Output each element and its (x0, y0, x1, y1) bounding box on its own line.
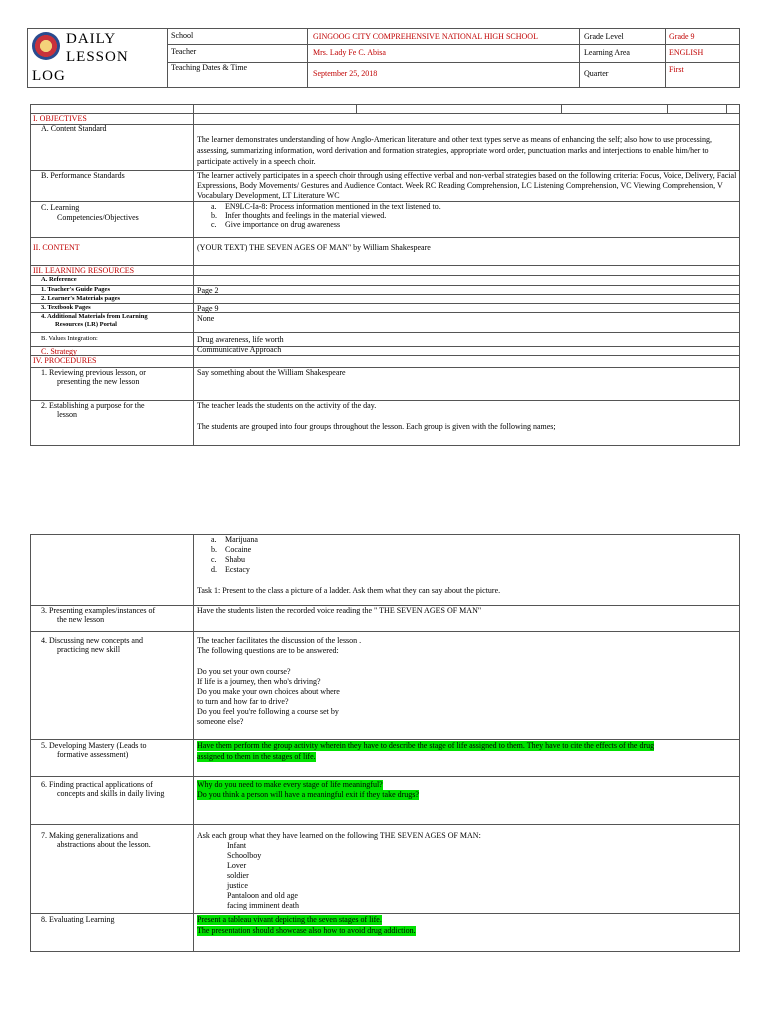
p2-label-1: 2. Establishing a purpose for the (41, 401, 145, 410)
p4-line-7: Do you feel you're following a course set by (197, 707, 339, 716)
p6-label-2: concepts and skills in daily living (57, 789, 165, 798)
values-label: B. Values Integration: (41, 335, 98, 342)
p3-text: Have the students listen the recorded voice reading the " THE SEVEN AGES OF MAN" (197, 606, 482, 615)
competency-c: Give importance on drug awareness (225, 220, 341, 229)
textbook-pages-value: Page 9 (197, 304, 219, 313)
strategy-label: C. Strategy (41, 347, 77, 356)
p6-text-2: Do you think a person will have a meaningful exit if they take drugs? (197, 790, 419, 799)
school-value: GINGOOG CITY COMPREHENSIVE NATIONAL HIGH SCHOOL (313, 32, 538, 41)
grade-value: Grade 9 (669, 32, 695, 41)
content-heading: II. CONTENT (33, 243, 80, 252)
school-seal-logo (32, 32, 60, 60)
dates-value: September 25, 2018 (313, 69, 378, 78)
p3-label-2: the new lesson (57, 615, 105, 624)
p4-line-4: If life is a journey, then who's driving? (197, 677, 321, 686)
group-b-marker: b. (211, 545, 217, 554)
objectives-heading: I. OBJECTIVES (33, 114, 87, 123)
p4-line-3: Do you set your own course? (197, 667, 291, 676)
quarter-value: First (669, 65, 684, 74)
age-soldier: soldier (227, 871, 249, 880)
title-lesson: LESSON (66, 49, 129, 65)
p4-line-0: The teacher facilitates the discussion of the lesson . (197, 636, 362, 645)
task1-text: Task 1: Present to the class a picture of a ladder. Ask them what they can say about the picture. (197, 586, 501, 595)
group-a: Marijuana (225, 535, 258, 544)
group-c-marker: c. (211, 555, 217, 564)
p6-label-1: 6. Finding practical applications of (41, 780, 153, 789)
competencies-label-1: C. Learning (41, 203, 80, 212)
lesson-table-part2 (30, 534, 740, 952)
age-infant: Infant (227, 841, 247, 850)
lm-pages-label: 2. Learner's Materials pages (41, 295, 121, 302)
teacher-label: Teacher (171, 47, 197, 56)
reference-label: A. Reference (41, 276, 77, 283)
title-log: LOG (32, 68, 66, 84)
grade-label: Grade Level (584, 32, 624, 41)
competencies-label-2: Competencies/Objectives (57, 213, 139, 222)
teacher-value: Mrs. Lady Fe C. Abisa (313, 48, 386, 57)
content-standard-text: The learner demonstrates understanding of how Anglo-American literature and other text types serve as means of enhancing the self; also how to use processing, assessing, summarizing information, word derivation and formation strategies, appropriate word order, punctuation marks and interjections to enable him/her to participate actively in a speech choir. (197, 135, 712, 166)
textbook-pages-label: 3. Textbook Pages (41, 304, 91, 311)
p4-line-1: The following questions are to be answered: (197, 646, 339, 655)
tg-pages-label: 1. Teacher's Guide Pages (41, 286, 110, 293)
p8-text-1: Present a tableau vivant depicting the seven stages of life. (197, 915, 382, 924)
p4-line-8: someone else? (197, 717, 244, 726)
values-value: Drug awareness, life worth (197, 335, 284, 344)
competency-c-marker: c. (211, 220, 217, 229)
age-lover: Lover (227, 861, 247, 870)
area-label: Learning Area (584, 48, 630, 57)
content-text: (YOUR TEXT) THE SEVEN AGES OF MAN" by William Shakespeare (197, 243, 431, 252)
resources-heading: III. LEARNING RESOURCES (33, 266, 135, 275)
performance-text: The learner actively participates in a speech choir through using effective verbal and non-verbal strategies based on the following criteria: Focus, Voice, Delivery, Facial Expressions, Body Movements/ Gestures and Audience Contact. Week RC Reading Comprehension, LC Listening Comprehension, VC Viewing Comprehension, V Vocabulary Development, LT Literature WC (197, 171, 737, 200)
header-table (27, 28, 740, 88)
p3-label-1: 3. Presenting examples/instances of (41, 606, 156, 615)
p1-label-2: presenting the new lesson (57, 377, 140, 386)
dates-label: Teaching Dates & Time (171, 63, 248, 72)
p5-label-1: 5. Developing Mastery (Leads to (41, 741, 147, 750)
p4-line-6: to turn and how far to drive? (197, 697, 289, 706)
p2-label-2: lesson (57, 410, 77, 419)
school-label: School (171, 31, 194, 40)
p2-text-1: The teacher leads the students on the activity of the day. (197, 401, 377, 410)
p1-text: Say something about the William Shakespeare (197, 368, 346, 377)
p6-text-1: Why do you need to make every stage of life meaningful? (197, 780, 383, 789)
age-pantaloon: Pantaloon and old age (227, 891, 298, 900)
p7-label-2: abstractions about the lesson. (57, 840, 151, 849)
content-standard-label: A. Content Standard (41, 124, 107, 133)
p5-text-1: Have them perform the group activity wherein they have to describe the stage of life assigned to them. They have to cite the effects of the drug (197, 741, 655, 750)
p7-label-1: 7. Making generalizations and (41, 831, 138, 840)
area-value: ENGLISH (669, 48, 704, 57)
p8-text-2: The presentation should showcase also how to avoid drug addiction. (197, 926, 416, 935)
p5-text-2: assigned to them in the stages of life. (197, 752, 316, 761)
p4-label-2: practicing new skill (57, 645, 121, 654)
p1-label-1: 1. Reviewing previous lesson, or (41, 368, 146, 377)
group-c: Shabu (225, 555, 245, 564)
competency-a-marker: a. (211, 202, 217, 211)
additional-materials-label: 4. Additional Materials from Learning (41, 313, 148, 320)
p7-text: Ask each group what they have learned on the following THE SEVEN AGES OF MAN: (197, 831, 481, 840)
additional-materials-label-2: Resources (LR) Portal (55, 321, 117, 328)
p4-label-1: 4. Discussing new concepts and (41, 636, 143, 645)
additional-materials-value: None (197, 314, 215, 323)
group-b: Cocaine (225, 545, 252, 554)
tg-pages-value: Page 2 (197, 286, 219, 295)
competency-a: EN9LC-Ia-8: Process information mentioned in the text listened to. (225, 202, 441, 211)
procedures-heading: IV. PROCEDURES (33, 356, 97, 365)
p8-label: 8. Evaluating Learning (41, 915, 115, 924)
age-schoolboy: Schoolboy (227, 851, 262, 860)
group-d: Ecstacy (225, 565, 250, 574)
lesson-table-part1 (30, 104, 740, 446)
p2-text-2: The students are grouped into four groups throughout the lesson. Each group is given with the following names; (197, 422, 556, 431)
competency-b: Infer thoughts and feelings in the material viewed. (225, 211, 387, 220)
competency-b-marker: b. (211, 211, 217, 220)
group-a-marker: a. (211, 535, 217, 544)
p5-label-2: formative assessment) (57, 750, 129, 759)
age-justice: justice (227, 881, 248, 890)
quarter-label: Quarter (584, 69, 609, 78)
p4-line-5: Do you make your own choices about where (197, 687, 340, 696)
group-d-marker: d. (211, 565, 217, 574)
title-daily: DAILY (66, 31, 117, 47)
performance-label: B. Performance Standards (41, 171, 125, 180)
age-death: facing imminent death (227, 901, 299, 910)
strategy-value: Communicative Approach (197, 345, 282, 354)
